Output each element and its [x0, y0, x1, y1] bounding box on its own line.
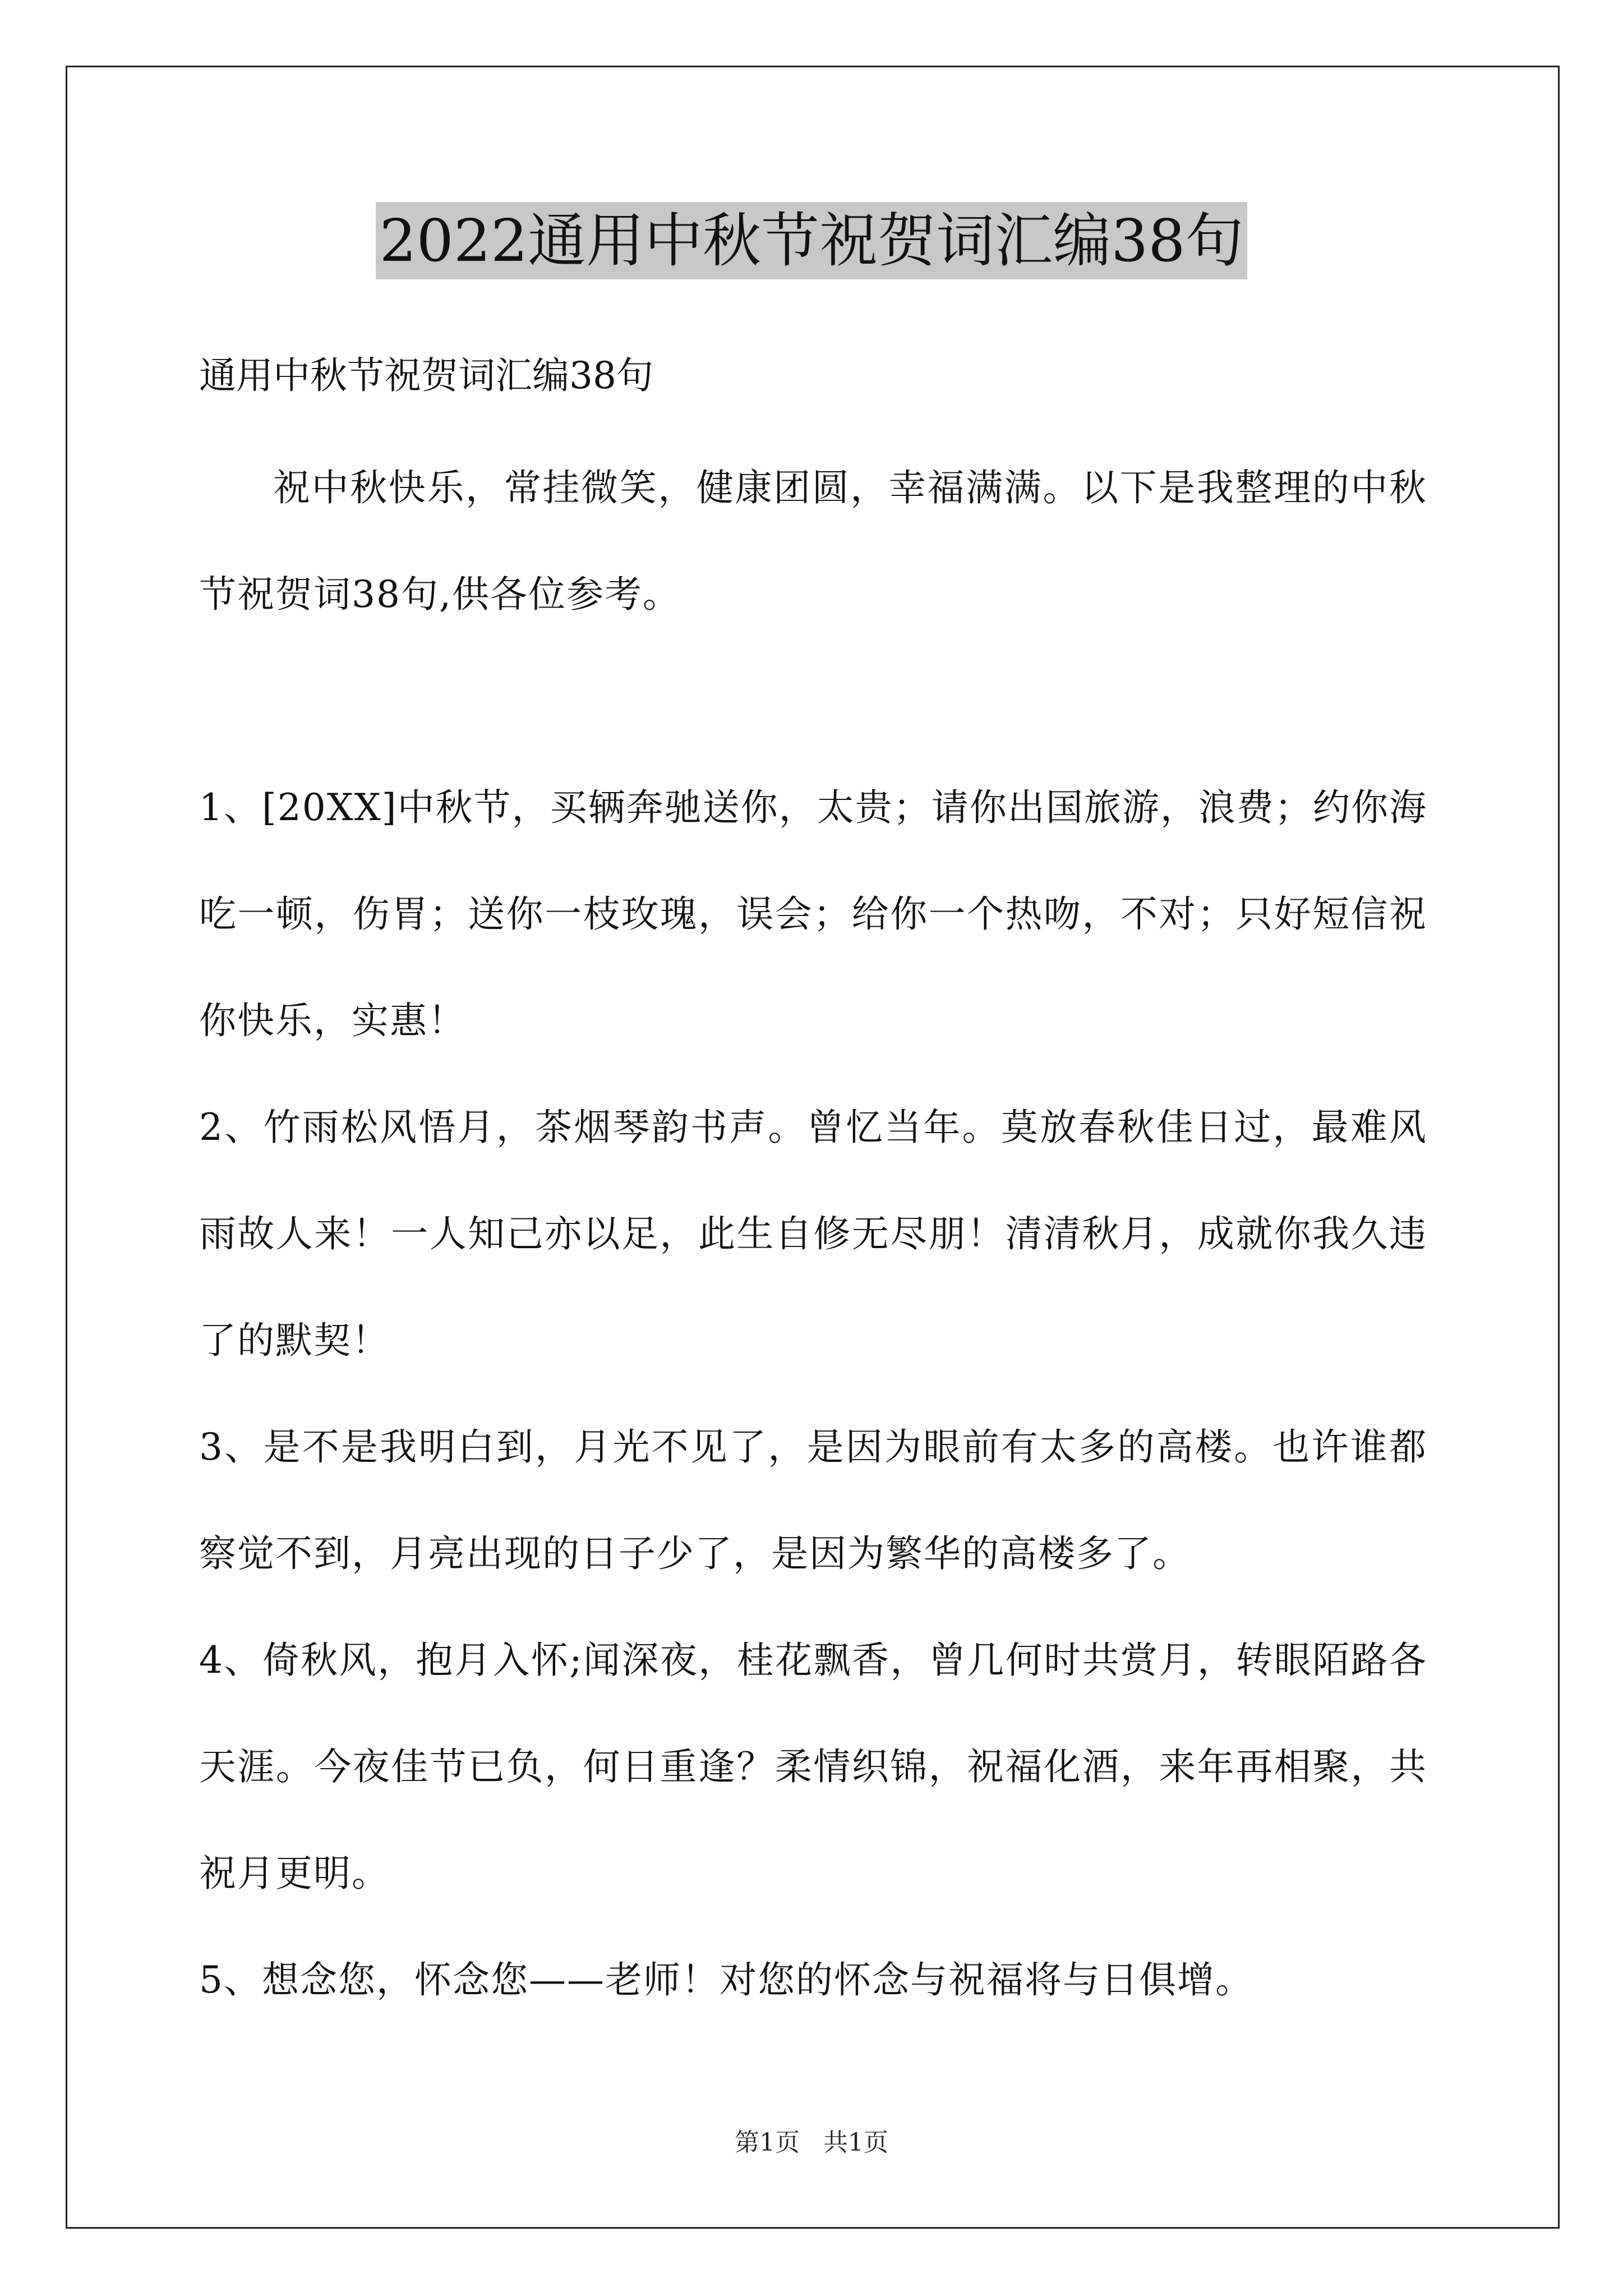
intro-paragraph: 祝中秋快乐，常挂微笑，健康团圆，幸福满满。以下是我整理的中秋节祝贺词38句,供各位参考。: [199, 466, 1427, 616]
greetings-list: [199, 754, 1427, 2033]
document-title: 2022通用中秋节祝贺词汇编38句: [376, 202, 1247, 279]
list-item: 5、想念您，怀念您——老师！对您的怀念与祝福将与日俱增。: [199, 1958, 1253, 2001]
page-footer: 第1页 共1页: [735, 2128, 888, 2157]
title-container: [0, 202, 1623, 279]
document-subtitle: 通用中秋节祝贺词汇编38句: [199, 354, 653, 397]
list-item: 3、是不是我明白到，月光不见了，是因为眼前有太多的高楼。也许谁都察觉不到，月亮出现的日子少了，是因为繁华的高楼多了。: [199, 1425, 1427, 1575]
list-item: 2、竹雨松风悟月，茶烟琴韵书声。曾忆当年。莫放春秋佳日过，最难风雨故人来！一人知己亦以足，此生自修无尽朋！清清秋月，成就你我久违了的默契！: [199, 1106, 1427, 1362]
list-item: 4、倚秋风，抱月入怀;闻深夜，桂花飘香，曾几何时共赏月，转眼陌路各天涯。今夜佳节已负，何日重逢？柔情织锦，祝福化酒，来年再相聚，共祝月更明。: [199, 1639, 1427, 1895]
list-item: 1、[20XX]中秋节，买辆奔驰送你，太贵；请你出国旅游，浪费；约你海吃一顿，伤胃；送你一枝玫瑰，误会；给你一个热吻，不对；只好短信祝你快乐，实惠！: [199, 786, 1427, 1042]
